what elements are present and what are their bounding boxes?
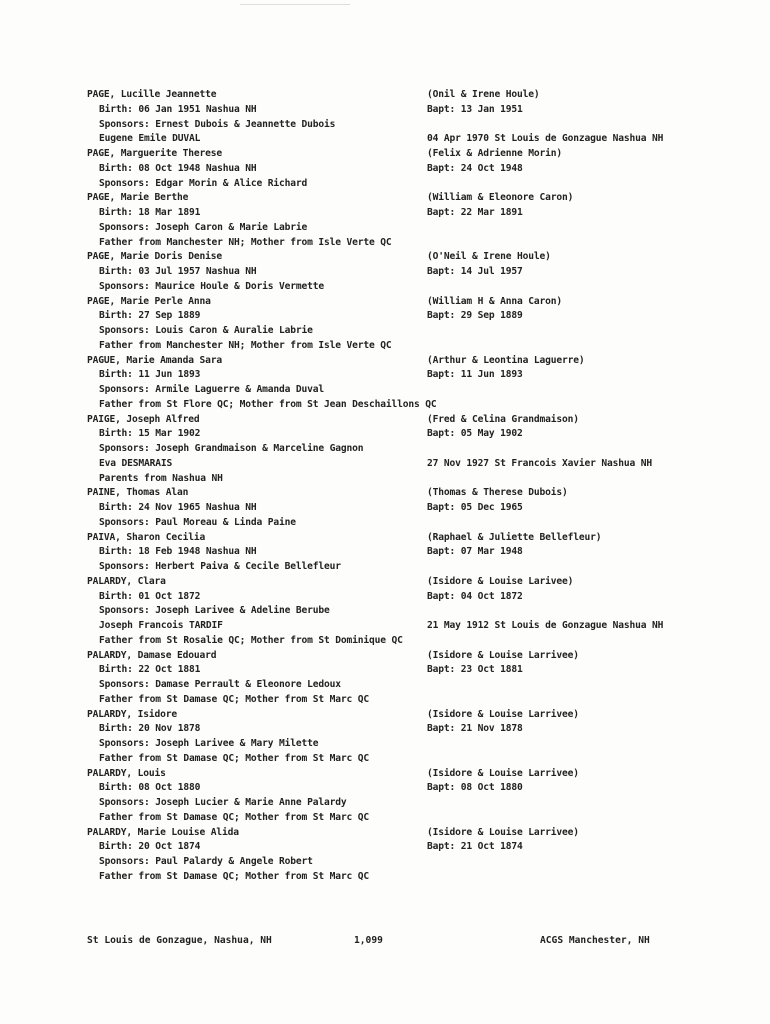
origin-note: Father from Manchester NH; Mother from Isle Verte QC (99, 236, 392, 248)
record-sponsors-line (87, 383, 697, 398)
record-name: PALARDY, Marie Louise Alida (87, 826, 239, 838)
origin-note: Father from St Damase QC; Mother from St Marc QC (99, 752, 370, 764)
record-birth-line (87, 427, 697, 442)
sponsors: Sponsors: Maurice Houle & Doris Vermette (99, 280, 325, 292)
record-parents: (O'Neil & Irene Houle) (427, 251, 551, 263)
record-birth-line (87, 501, 697, 516)
sponsors: Sponsors: Damase Perrault & Eleonore Ledoux (99, 679, 341, 690)
record-note-line (87, 472, 697, 487)
birth-date: Birth: 06 Jan 1951 Nashua NH (99, 103, 257, 115)
baptism-date: Bapt: 04 Oct 1872 (427, 590, 523, 602)
sponsors: Sponsors: Joseph Caron & Marie Labrie (99, 221, 308, 233)
record-birth-line (87, 840, 697, 855)
baptism-date: Bapt: 05 Dec 1965 (427, 502, 523, 513)
record-sponsors-line (87, 855, 697, 870)
record-note-line (87, 398, 697, 413)
record-name: PAGE, Marie Doris Denise (87, 251, 223, 263)
sponsors: Sponsors: Joseph Larivee & Mary Milette (99, 738, 319, 749)
baptism-date: Bapt: 29 Sep 1889 (427, 310, 523, 322)
sponsors: Sponsors: Paul Palardy & Angele Robert (99, 856, 313, 867)
birth-date: Birth: 08 Oct 1948 Nashua NH (99, 162, 257, 174)
record-name: PAIGE, Joseph Alfred (87, 413, 200, 425)
spouse-name: Eva DESMARAIS (99, 457, 173, 469)
marriage-detail: 27 Nov 1927 St Francois Xavier Nashua NH (427, 457, 653, 469)
record-marriage-line (87, 457, 697, 472)
baptism-date: Bapt: 21 Oct 1874 (427, 841, 523, 853)
baptism-date: Bapt: 22 Mar 1891 (427, 207, 523, 218)
record-parents: (William H & Anna Caron) (427, 295, 563, 307)
sponsors: Sponsors: Paul Moreau & Linda Paine (99, 516, 296, 528)
record-sponsors-line (87, 177, 697, 192)
record-name: PAINE, Thomas Alan (87, 487, 189, 499)
sponsors: Sponsors: Joseph Lucier & Marie Anne Palardy (99, 797, 347, 808)
record-note-line (87, 634, 697, 649)
record-birth-line (87, 309, 697, 324)
birth-date: Birth: 08 Oct 1880 (99, 782, 201, 794)
origin-note: Father from St Damase QC; Mother from St Marc QC (99, 811, 370, 823)
footer-page-number: 1,099 (354, 935, 383, 946)
record-sponsors-line (87, 678, 697, 693)
record-name: PAGUE, Marie Amanda Sara (87, 354, 223, 366)
sponsors: Sponsors: Joseph Larivee & Adeline Berube (99, 605, 330, 617)
record-birth-line (87, 206, 697, 221)
record-note-line (87, 339, 697, 354)
baptism-date: Bapt: 21 Nov 1878 (427, 723, 523, 735)
record-header-line (87, 767, 697, 782)
sponsors: Sponsors: Armile Laguerre & Amanda Duval (99, 384, 325, 395)
scan-mark (240, 4, 350, 5)
record-header-line (87, 147, 697, 162)
record-parents: (Isidore & Louise Larrivee) (427, 708, 579, 720)
sponsors: Sponsors: Herbert Paiva & Cecile Bellefleur (99, 561, 341, 572)
record-sponsors-line (87, 324, 697, 339)
record-birth-line (87, 590, 697, 605)
spouse-name: Joseph Francois TARDIF (99, 620, 223, 631)
record-marriage-line (87, 132, 697, 147)
record-name: PAGE, Marie Berthe (87, 192, 189, 204)
record-birth-line (87, 722, 697, 737)
origin-note: Father from St Rosalie QC; Mother from St Dominique QC (99, 634, 403, 646)
origin-note: Father from Manchester NH; Mother from Isle Verte QC (99, 339, 392, 351)
record-sponsors-line (87, 604, 697, 619)
footer-parish: St Louis de Gonzague, Nashua, NH (87, 935, 272, 946)
record-note-line (87, 236, 697, 251)
record-list (87, 88, 697, 885)
page-footer (87, 935, 667, 949)
birth-date: Birth: 20 Nov 1878 (99, 723, 201, 735)
record-name: PALARDY, Isidore (87, 708, 178, 720)
baptism-date: Bapt: 07 Mar 1948 (427, 546, 523, 558)
record-note-line (87, 752, 697, 767)
birth-date: Birth: 11 Jun 1893 (99, 369, 201, 381)
record-sponsors-line (87, 442, 697, 457)
record-parents: (Isidore & Louise Larrivee) (427, 826, 579, 838)
baptism-date: Bapt: 11 Jun 1893 (427, 369, 523, 381)
record-header-line (87, 826, 697, 841)
baptism-date: Bapt: 13 Jan 1951 (427, 103, 523, 115)
record-header-line (87, 413, 697, 428)
birth-date: Birth: 27 Sep 1889 (99, 310, 201, 322)
record-name: PAGE, Marie Perle Anna (87, 295, 211, 307)
record-parents: (Raphael & Juliette Bellefleur) (427, 531, 602, 543)
record-name: PAIVA, Sharon Cecilia (87, 531, 206, 543)
record-header-line (87, 250, 697, 265)
record-sponsors-line (87, 516, 697, 531)
record-sponsors-line (87, 737, 697, 752)
record-sponsors-line (87, 118, 697, 133)
record-parents: (Isidore & Louise Larivee) (427, 575, 574, 587)
record-marriage-line (87, 619, 697, 634)
baptism-date: Bapt: 24 Oct 1948 (427, 162, 523, 174)
record-note-line (87, 693, 697, 708)
record-parents: (Arthur & Leontina Laguerre) (427, 354, 585, 366)
birth-date: Birth: 18 Mar 1891 (99, 207, 201, 218)
baptism-date: Bapt: 05 May 1902 (427, 428, 523, 440)
marriage-detail: 04 Apr 1970 St Louis de Gonzague Nashua NH (427, 133, 664, 145)
record-birth-line (87, 265, 697, 280)
sponsors: Sponsors: Edgar Morin & Alice Richard (99, 177, 308, 189)
record-birth-line (87, 368, 697, 383)
birth-date: Birth: 22 Oct 1881 (99, 664, 201, 676)
record-birth-line (87, 162, 697, 177)
footer-society: ACGS Manchester, NH (540, 935, 650, 946)
origin-note: Father from St Damase QC; Mother from St Marc QC (99, 870, 370, 882)
record-birth-line (87, 545, 697, 560)
sponsors: Sponsors: Joseph Grandmaison & Marceline Gagnon (99, 443, 364, 454)
record-name: PALARDY, Clara (87, 575, 166, 587)
record-name: PAGE, Marguerite Therese (87, 148, 223, 159)
record-name: PALARDY, Damase Edouard (87, 649, 217, 661)
record-parents: (Thomas & Therese Dubois) (427, 487, 568, 499)
origin-note: Father from St Flore QC; Mother from St Jean Deschaillons QC (99, 398, 437, 410)
origin-note: Parents from Nashua NH (99, 472, 223, 484)
record-birth-line (87, 103, 697, 118)
record-header-line (87, 88, 697, 103)
baptism-date: Bapt: 14 Jul 1957 (427, 266, 523, 277)
record-header-line (87, 708, 697, 723)
birth-date: Birth: 20 Oct 1874 (99, 841, 201, 853)
sponsors: Sponsors: Ernest Dubois & Jeannette Dubois (99, 118, 336, 130)
record-header-line (87, 649, 697, 664)
birth-date: Birth: 24 Nov 1965 Nashua NH (99, 502, 257, 513)
marriage-detail: 21 May 1912 St Louis de Gonzague Nashua NH (427, 620, 664, 631)
birth-date: Birth: 18 Feb 1948 Nashua NH (99, 546, 257, 558)
record-sponsors-line (87, 796, 697, 811)
record-name: PALARDY, Louis (87, 767, 166, 779)
origin-note: Father from St Damase QC; Mother from St Marc QC (99, 693, 370, 705)
spouse-name: Eugene Emile DUVAL (99, 133, 201, 145)
record-parents: (Onil & Irene Houle) (427, 89, 540, 100)
baptism-date: Bapt: 23 Oct 1881 (427, 664, 523, 676)
record-sponsors-line (87, 560, 697, 575)
record-parents: (William & Eleonore Caron) (427, 192, 574, 204)
record-birth-line (87, 781, 697, 796)
record-parents: (Felix & Adrienne Morin) (427, 148, 563, 159)
sponsors: Sponsors: Louis Caron & Auralie Labrie (99, 325, 313, 336)
record-header-line (87, 575, 697, 590)
birth-date: Birth: 15 Mar 1902 (99, 428, 201, 440)
record-header-line (87, 486, 697, 501)
record-note-line (87, 870, 697, 885)
birth-date: Birth: 03 Jul 1957 Nashua NH (99, 266, 257, 277)
record-header-line (87, 295, 697, 310)
baptism-date: Bapt: 08 Oct 1880 (427, 782, 523, 794)
record-sponsors-line (87, 221, 697, 236)
record-parents: (Isidore & Louise Larrivee) (427, 767, 579, 779)
record-header-line (87, 354, 697, 369)
record-note-line (87, 811, 697, 826)
record-sponsors-line (87, 280, 697, 295)
record-parents: (Fred & Celina Grandmaison) (427, 413, 579, 425)
record-parents: (Isidore & Louise Larrivee) (427, 649, 579, 661)
record-birth-line (87, 663, 697, 678)
record-name: PAGE, Lucille Jeannette (87, 89, 217, 100)
birth-date: Birth: 01 Oct 1872 (99, 590, 201, 602)
record-header-line (87, 191, 697, 206)
record-header-line (87, 531, 697, 546)
